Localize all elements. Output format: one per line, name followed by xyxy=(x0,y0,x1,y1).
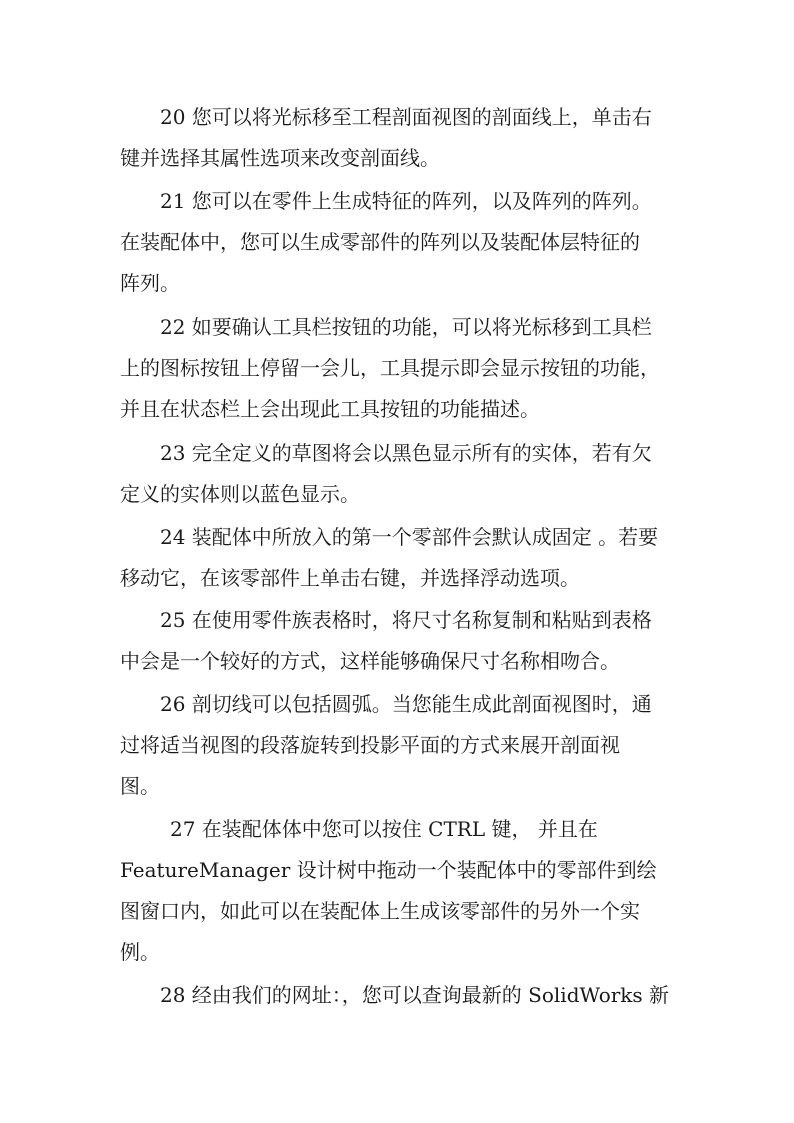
paragraph-26-line-3: 图。 xyxy=(120,774,160,798)
paragraph-23-line-2: 定义的实体则以蓝色显示。 xyxy=(120,482,360,506)
paragraph-28-line-1: 28 经由我们的网址：，您可以查询最新的 SolidWorks 新 xyxy=(160,983,670,1007)
paragraph-21-line-3: 阵列。 xyxy=(120,271,180,295)
paragraph-22-line-1: 22 如要确认工具栏按钮的功能，可以将光标移到工具栏 xyxy=(160,315,652,339)
paragraph-24-line-1: 24 装配体中所放入的第一个零部件会默认成固定 。若要 xyxy=(160,525,659,549)
paragraph-20-line-2: 键并选择其属性选项来改变剖面线。 xyxy=(120,146,440,170)
paragraph-26-line-2: 过将适当视图的段落旋转到投影平面的方式来展开剖面视 xyxy=(120,733,620,757)
paragraph-23-line-1: 23 完全定义的草图将会以黑色显示所有的实体，若有欠 xyxy=(160,441,652,465)
paragraph-27-line-2: FeatureManager 设计树中拖动一个装配体中的零部件到绘 xyxy=(120,858,657,882)
paragraph-25-line-1: 25 在使用零件族表格时，将尺寸名称复制和粘贴到表格 xyxy=(160,608,652,632)
paragraph-26-line-1: 26 剖切线可以包括圆弧。当您能生成此剖面视图时，通 xyxy=(160,692,652,716)
paragraph-22-line-3: 并且在状态栏上会出现此工具按钮的功能描述。 xyxy=(120,397,540,421)
paragraph-21-line-2: 在装配体中，您可以生成零部件的阵列以及装配体层特征的 xyxy=(120,230,640,254)
paragraph-22-line-2: 上的图标按钮上停留一会儿，工具提示即会显示按钮的功能， xyxy=(120,356,660,380)
paragraph-27-line-1: 27 在装配体体中您可以按住 CTRL 键， 并且在 xyxy=(170,817,598,841)
paragraph-20-line-1: 20 您可以将光标移至工程剖面视图的剖面线上，单击右 xyxy=(160,105,652,129)
paragraph-27-line-4: 例。 xyxy=(120,940,160,964)
paragraph-27-line-3: 图窗口内，如此可以在装配体上生成该零部件的另外一个实 xyxy=(120,899,640,923)
paragraph-24-line-2: 移动它，在该零部件上单击右键，并选择浮动选项。 xyxy=(120,566,580,590)
paragraph-25-line-2: 中会是一个较好的方式，这样能够确保尺寸名称相吻合。 xyxy=(120,649,620,673)
paragraph-21-line-1: 21 您可以在零件上生成特征的阵列，以及阵列的阵列。 xyxy=(160,189,652,213)
